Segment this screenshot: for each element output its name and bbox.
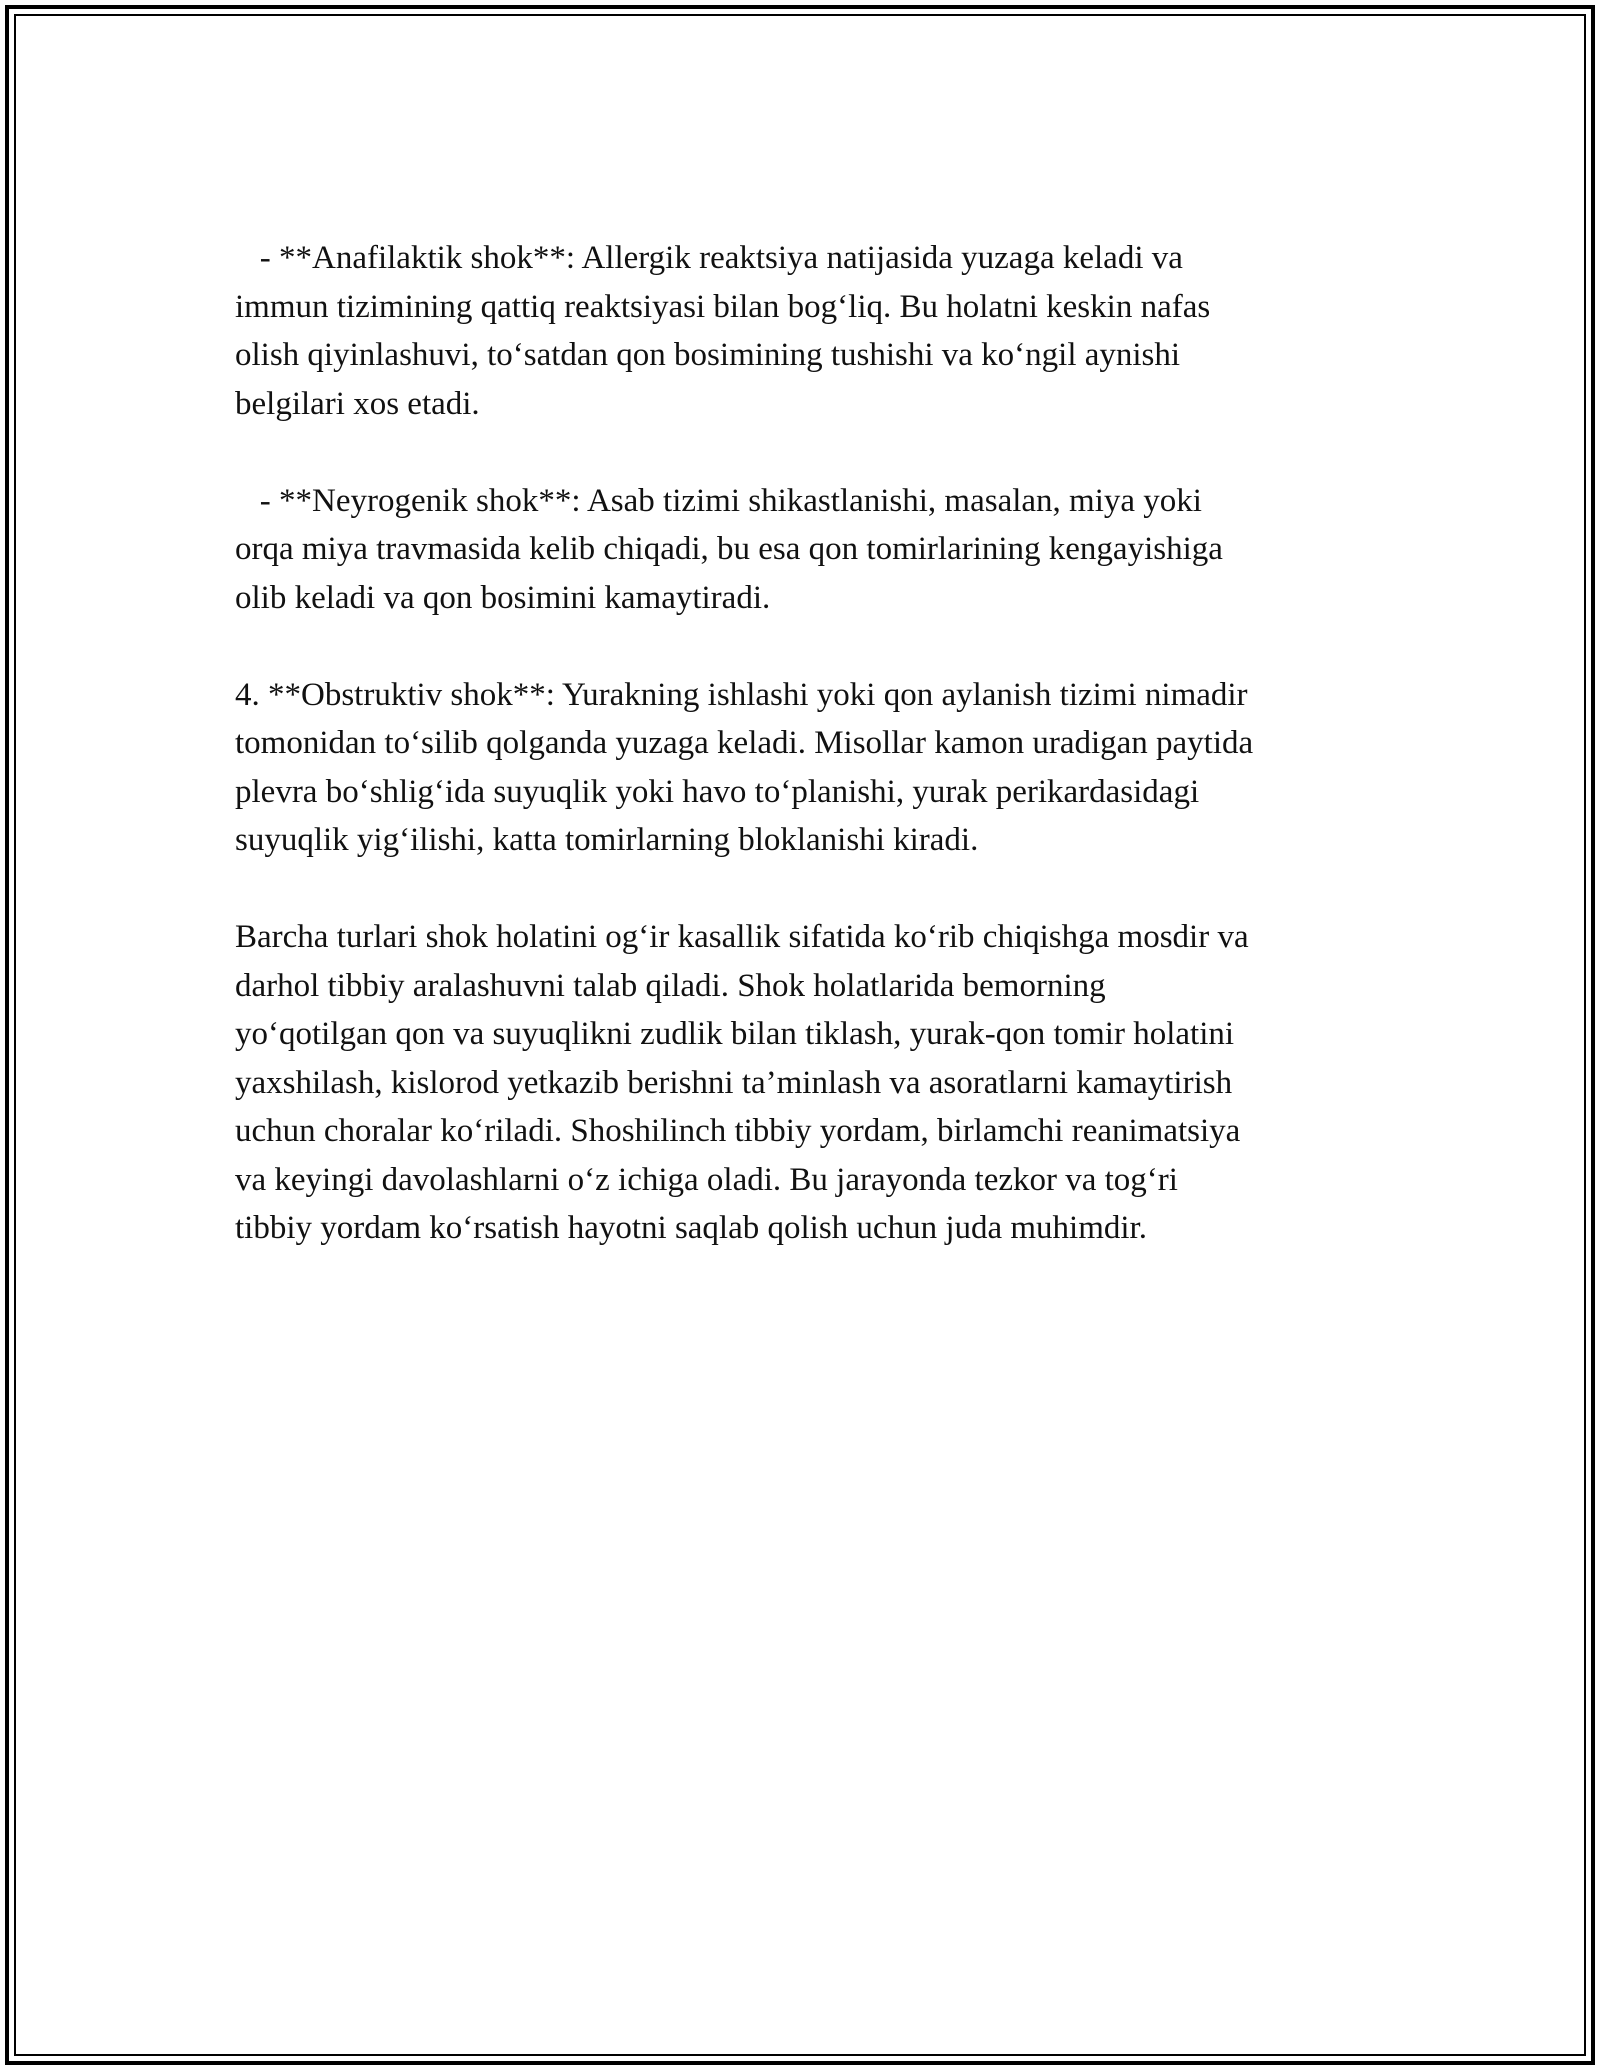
paragraph-obstructive-shock: 4. **Obstruktiv shok**: Yurakning ishlashi yoki qon aylanish tizimi nimadir tomonidan to‘silib qolganda yuzaga keladi. Misollar kamon uradigan paytida plevra bo‘shlig‘ida suyuqlik yoki havo to‘planishi, yurak perikardasidagi suyuqlik yig‘ilishi, katta tomirlarning bloklanishi kiradi.: [235, 676, 1254, 858]
paragraph-neurogenic-shock: - **Neyrogenik shok**: Asab tizimi shikastlanishi, masalan, miya yoki orqa miya travmasida kelib chiqadi, bu esa qon tomirlarining kengayishiga olib keladi va qon bosimini kamaytiradi.: [235, 482, 1223, 616]
paragraph-anaphylactic-shock: - **Anafilaktik shok**: Allergik reaktsiya natijasida yuzaga keladi va immun tizimining qattiq reaktsiyasi bilan bog‘liq. Bu holatni keskin nafas olish qiyinlashuvi, to‘satdan qon bosimining tushishi va ko‘ngil aynishi belgilari xos etadi.: [235, 240, 1211, 422]
document-body: [235, 234, 1385, 1253]
paragraph-conclusion: Barcha turlari shok holatini og‘ir kasallik sifatida ko‘rib chiqishga mosdir va darhol tibbiy aralashuvni talab qiladi. Shok holatlarida bemorning yo‘qotilgan qon va suyuqlikni zudlik bilan tiklash, yurak-qon tomir holatini yaxshilash, kislorod yetkazib berishni ta’minlash va asoratlarni kamaytirish uchun choralar ko‘riladi. Shoshilinch tibbiy yordam, birlamchi reanimatsiya va keyingi davolashlarni o‘z ichiga oladi. Bu jarayonda tezkor va tog‘ri tibbiy yordam ko‘rsatish hayotni saqlab qolish uchun juda muhimdir.: [235, 919, 1249, 1246]
